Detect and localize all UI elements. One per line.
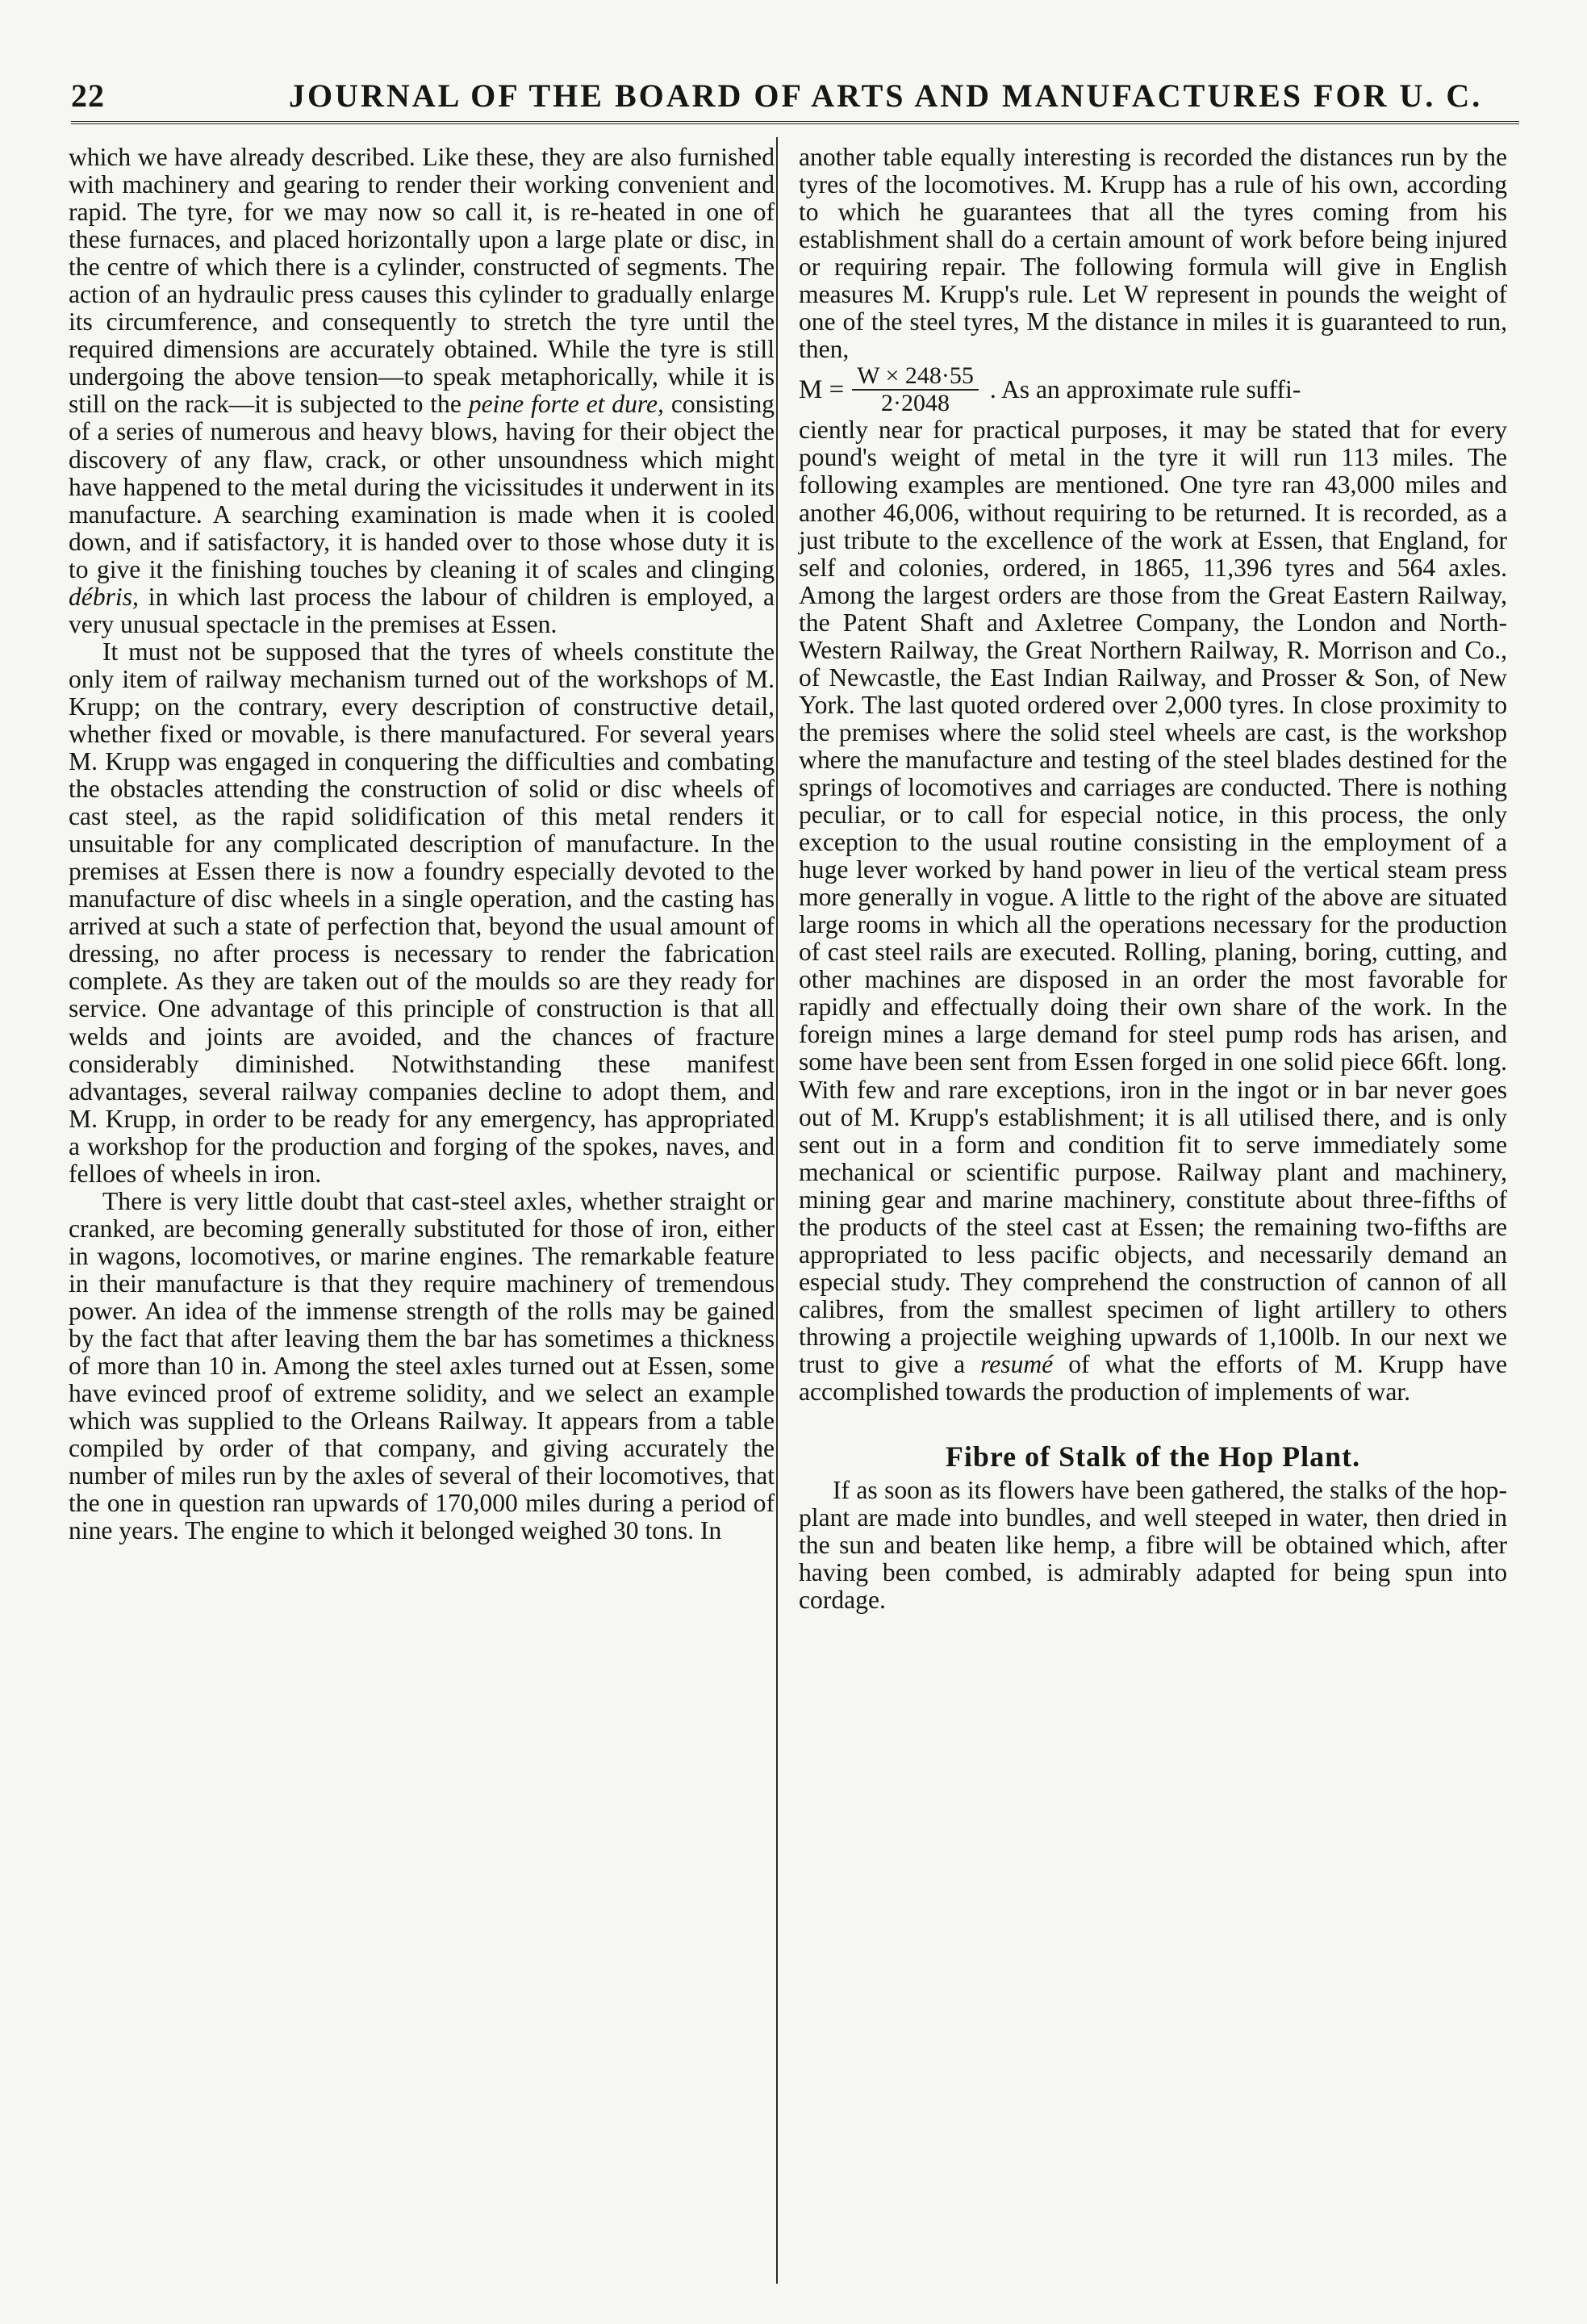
column-divider bbox=[776, 137, 778, 2284]
header-rule bbox=[71, 121, 1519, 124]
left-paragraph-1-text: which we have already described. Like these, they are also furnished with machinery and gearing to render their working convenient and rapid. The tyre, for we may now so call it, is re-heated in one of these furnaces, and placed horizontally upon a large plate or disc, in the centre of which there is a cylinder, constructed of segments. The action of an hydraulic press causes this cylinder to gradually enlarge its circumference, and consequently to stretch the tyre until the required dimensions are accurately obtained. While the tyre is still undergoing the above tension—to speak metaphorically, while it is still on the rack—it is subjected to the bbox=[69, 143, 775, 419]
right-paragraph-2-text: ciently near for practical purposes, it may be stated that for every pound's weight of metal in the tyre it will run 113 miles. The following examples are mentioned. One tyre ran 43,000 miles and another 46,006, without requiring to be returned. It is recorded, as a just tribute to the excellence of the work at Essen, that England, for self and colonies, ordered, in 1865, 11,396 tyres and 564 axles. Among the largest orders are those from the Great Eastern Railway, the Patent Shaft and Axletree Company, the London and North-Western Railway, the Great Northern Railway, R. Morrison and Co., of Newcastle, the East Indian Railway, and Prosser & Son, of New York. The last quoted ordered over 2,000 tyres. In close proximity to the premises where the solid steel wheels are cast, is the workshop where the manufacture and testing of the steel blades destined for the springs of locomotives and carriages are conducted. There is nothing peculiar, or to call for especial notice, in this process, the only exception to the usual routine consisting in the employment of a huge lever worked by hand power in lieu of the vertical steam press more generally in vogue. A little to the right of the above are situated large rooms in which all the operations necessary for the production of cast steel rails are executed. Rolling, planing, boring, cutting, and other machines are disposed in an order the most favorable for rapidly and effectually doing their own share of the work. In the foreign mines a large demand for steel pump rods has arisen, and some have been sent from Essen forged in one solid piece 66ft. long. With few and rare exceptions, iron in the ingot or in bar never goes out of M. Krupp's establishment; it is all utilised there, and is only sent out in a form and condition fit to serve immediately some mechanical or scientific purpose. Railway plant and machinery, mining gear and marine machinery, constitute about three-fifths of the products of the steel cast at Essen; the remaining two-fifths are appropriated to less pacific objects, and necessarily demand an especial study. They comprehend the construction of cannon of all calibres, from the smallest specimen of light artillery to others throwing a projectile weighing upwards of 1,100lb. In our next we trust to give a bbox=[799, 416, 1507, 1378]
formula-denominator: 2·2048 bbox=[881, 390, 950, 417]
italic-word-debris: débris, bbox=[69, 582, 139, 611]
formula-lhs: M = bbox=[799, 375, 845, 405]
formula-numerator: W × 248·55 bbox=[852, 363, 979, 391]
running-title: JOURNAL OF THE BOARD OF ARTS AND MANUFACTURES FOR U. C. bbox=[289, 77, 1483, 114]
section-heading: Fibre of Stalk of the Hop Plant. bbox=[945, 1440, 1361, 1473]
italic-word-resume: resumé bbox=[980, 1349, 1054, 1378]
right-paragraph-1: another table equally interesting is recorded the distances run by the tyres of the locomotives. M. Krupp has a rule of his own, according to which he guarantees that all the tyres coming from his establishment shall do a certain amount of work before being injured or requiring repair. The following formula will give in English measures M. Krupp's rule. Let W represent in pounds the weight of one of the steel tyres, M the distance in miles it is guaranteed to run, then, bbox=[799, 143, 1507, 364]
left-paragraph-1 bbox=[69, 144, 775, 638]
left-paragraph-1-text-c: in which last process the labour of children is employed, a very unusual spectacle in the premises at Essen. bbox=[69, 582, 775, 638]
left-column bbox=[69, 144, 775, 1544]
formula-fraction bbox=[852, 363, 979, 416]
right-column bbox=[799, 144, 1507, 1614]
page-number: 22 bbox=[71, 77, 105, 114]
krupp-formula bbox=[799, 363, 1507, 416]
right-paragraph-2-text-b: of what the efforts of M. Krupp have accomplished towards the production of implements of war. bbox=[799, 1349, 1508, 1407]
left-paragraph-1-text-b: consisting of a series of numerous and heavy blows, having for their object the discovery of any flaw, crack, or other unsoundness which might have happened to the metal during the vicissitudes it underwent in its manufacture. A searching examination is made when it is cooled down, and if satisfactory, it is handed over to those whose duty it is to give it the finishing touches by cleaning it of scales and clinging bbox=[69, 390, 775, 583]
italic-phrase-peine-forte: peine forte et dure, bbox=[468, 390, 664, 419]
page-header bbox=[71, 77, 1515, 125]
right-paragraph-3: If as soon as its flowers have been gathered, the stalks of the hop-plant are made into bundles, and well steeped in water, then dried in the sun and beaten like hemp, a fibre will be obtained which, after having been combed, is admirably adapted for being spun into cordage. bbox=[799, 1476, 1507, 1615]
right-paragraph-2 bbox=[799, 416, 1507, 1406]
left-paragraph-2: It must not be supposed that the tyres of wheels constitute the only item of railway mechanism turned out of the workshops of M. Krupp; on the contrary, every description of constructive detail, whether fixed or movable, is there manufactured. For several years M. Krupp was engaged in conquering the difficulties and combating the obstacles attending the construction of solid or disc wheels of cast steel, as the rapid solidification of this metal renders it unsuitable for any complicated description of manufacture. In the premises at Essen there is now a foundry especially devoted to the manufacture of disc wheels in a single operation, and the casting has arrived at such a state of perfection that, beyond the usual amount of dressing, no after process is necessary to render the fabrication complete. As they are taken out of the moulds so are they ready for service. One advantage of this principle of construction is that all welds and joints are avoided, and the chances of fracture considerably diminished. Notwithstanding these manifest advantages, several railway companies decline to adopt them, and M. Krupp, in order to be ready for any emergency, has appropriated a workshop for the production and forging of the spokes, naves, and felloes of wheels in iron. bbox=[69, 637, 775, 1188]
formula-trailing-text: . As an approximate rule suffi- bbox=[989, 375, 1301, 404]
left-paragraph-3: There is very little doubt that cast-steel axles, whether straight or cranked, are becoming generally substituted for those of iron, either in wagons, locomotives, or marine engines. The remarkable feature in their manufacture is that they require machinery of tremendous power. An idea of the immense strength of the rolls may be gained by the fact that after leaving them the bar has sometimes a thickness of more than 10 in. Among the steel axles turned out at Essen, some have evinced proof of extreme solidity, and we select an example which was supplied to the Orleans Railway. It appears from a table compiled by order of that company, and giving accurately the number of miles run by the axles of several of their locomotives, that the one in question ran upwards of 170,000 miles during a period of nine years. The engine to which it belonged weighed 30 tons. In bbox=[69, 1186, 775, 1545]
